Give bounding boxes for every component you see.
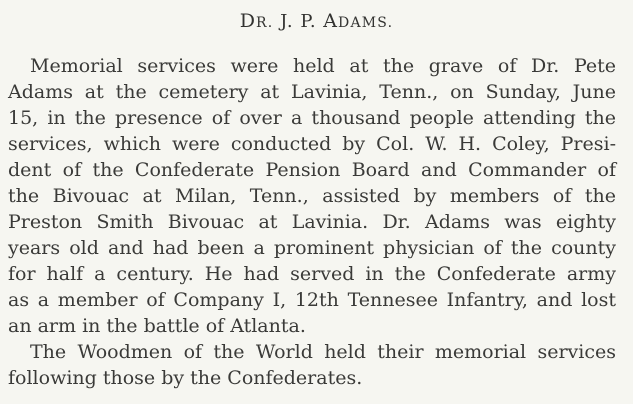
paragraph-2-line-2: following those by the Confederates. bbox=[8, 367, 363, 389]
title-initials: J. P. bbox=[273, 11, 324, 32]
paragraph-1-line-10: as a member of Company I, 12th Tennesee Infantry, and lost bbox=[8, 289, 616, 311]
paragraph-1-line-11: an arm in the battle of Atlanta. bbox=[8, 315, 306, 337]
paragraph-1-line-8: years old and had been a prominent physician of the county bbox=[8, 237, 616, 259]
paragraph-1-line-1: Memorial services were held at the grave of Dr. Pete bbox=[30, 55, 616, 77]
article-title bbox=[0, 10, 633, 32]
paragraph-1-line-4: services, which were conducted by Col. W. H. Coley, Presi- bbox=[8, 133, 616, 155]
paragraph-1-line-9: for half a century. He had served in the Confederate army bbox=[8, 263, 616, 285]
paragraph-1-line-5: dent of the Confederate Pension Board and Commander of bbox=[8, 159, 616, 181]
title-name-cap: A bbox=[323, 10, 339, 32]
paragraph-1-line-2: Adams at the cemetery at Lavinia, Tenn., on Sunday, June bbox=[8, 81, 616, 103]
paragraph-2-line-1: The Woodmen of the World held their memorial services bbox=[30, 341, 616, 363]
title-prefix: D bbox=[239, 10, 256, 32]
paragraph-1-line-7: Preston Smith Bivouac at Lavinia. Dr. Adams was eighty bbox=[8, 211, 616, 233]
title-name-smallcaps: DAMS. bbox=[338, 15, 394, 31]
paragraph-1-line-6: the Bivouac at Milan, Tenn., assisted by members of the bbox=[8, 185, 616, 207]
title-prefix-smallcaps: R. bbox=[255, 15, 274, 31]
paragraph-1-line-3: 15, in the presence of over a thousand people attending the bbox=[8, 107, 616, 129]
